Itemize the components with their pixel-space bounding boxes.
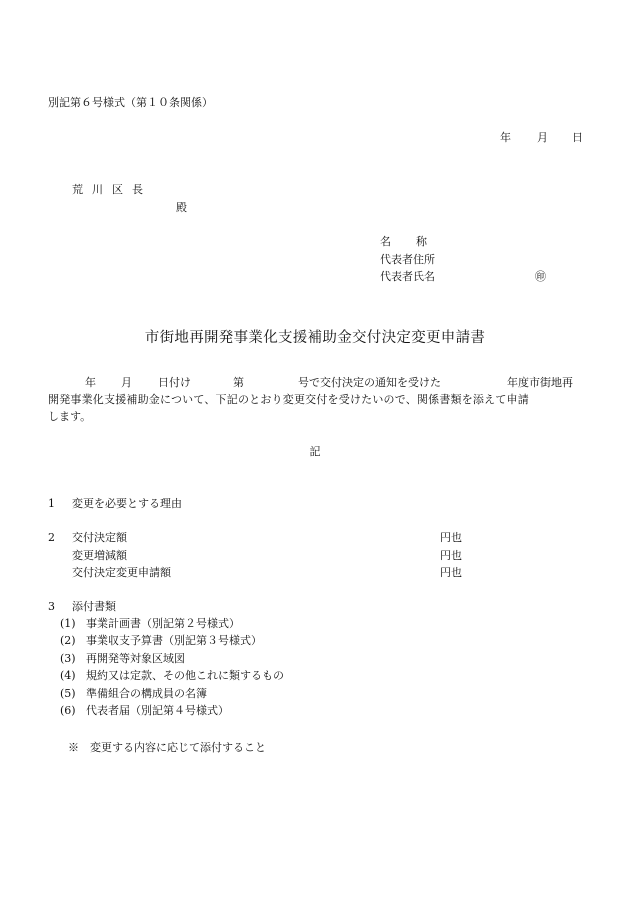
amount-row-label: 交付決定変更申請額 [72, 566, 171, 579]
document-title: 市街地再開発事業化支援補助金交付決定変更申請書 [144, 330, 486, 346]
form-number: 別記第６号様式（第１０条関係） [48, 96, 213, 109]
attachment-item: 再開発等対象区域図 [86, 652, 185, 665]
body-dated: 日付け [158, 376, 191, 389]
attachment-number: (6) [60, 704, 76, 717]
body-fiscal: 年度市街地再 [507, 376, 573, 389]
ki-heading: 記 [309, 445, 321, 458]
footnote: ※ 変更する内容に応じて添付すること [68, 741, 266, 754]
applicant-name-label: 名 称 [380, 235, 428, 248]
body-notice: 号で交付決定の通知を受けた [298, 376, 441, 389]
attachment-item: 準備組合の構成員の名簿 [86, 687, 207, 700]
honorific: 殿 [176, 201, 187, 214]
item-3-label: 添付書類 [72, 600, 116, 613]
attachment-item: 事業収支予算書（別記第３号様式） [86, 634, 262, 647]
item-1-label: 変更を必要とする理由 [72, 497, 182, 510]
amount-row-unit: 円也 [440, 549, 462, 562]
attachment-number: (5) [60, 687, 76, 700]
attachment-item: 代表者届（別記第４号様式） [86, 704, 229, 717]
body-line-2: 開発事業化支援補助金について、下記のとおり変更交付を受けたいので、関係書類を添えて申請 [48, 393, 529, 406]
attachment-number: (1) [60, 617, 76, 630]
item-3-number: 3 [48, 600, 55, 613]
amount-row-label: 交付決定額 [72, 531, 127, 544]
body-line-1 [48, 377, 588, 391]
attachment-number: (4) [60, 669, 76, 682]
attachment-item: 規約又は定款、その他これに類するもの [86, 669, 284, 682]
body-year: 年 [85, 376, 96, 389]
amount-row-unit: 円也 [440, 566, 462, 579]
body-dai: 第 [233, 376, 244, 389]
date-day: 日 [572, 131, 583, 144]
attachment-item: 事業計画書（別記第２号様式） [86, 617, 240, 630]
item-1-number: 1 [48, 497, 55, 510]
seal-mark: ㊞ [535, 270, 546, 283]
body-line-3: します。 [48, 410, 92, 423]
amount-row-unit: 円也 [440, 531, 462, 544]
date-month: 月 [537, 131, 548, 144]
date-year: 年 [500, 131, 511, 144]
addressee: 荒川区長 [72, 183, 152, 196]
applicant-address-label: 代表者住所 [380, 253, 435, 266]
item-2-number: 2 [48, 531, 55, 544]
attachment-number: (3) [60, 652, 76, 665]
applicant-rep-name-label: 代表者氏名 [380, 270, 435, 283]
amount-row-label: 変更増減額 [72, 549, 127, 562]
body-month: 月 [121, 376, 132, 389]
attachment-number: (2) [60, 634, 76, 647]
